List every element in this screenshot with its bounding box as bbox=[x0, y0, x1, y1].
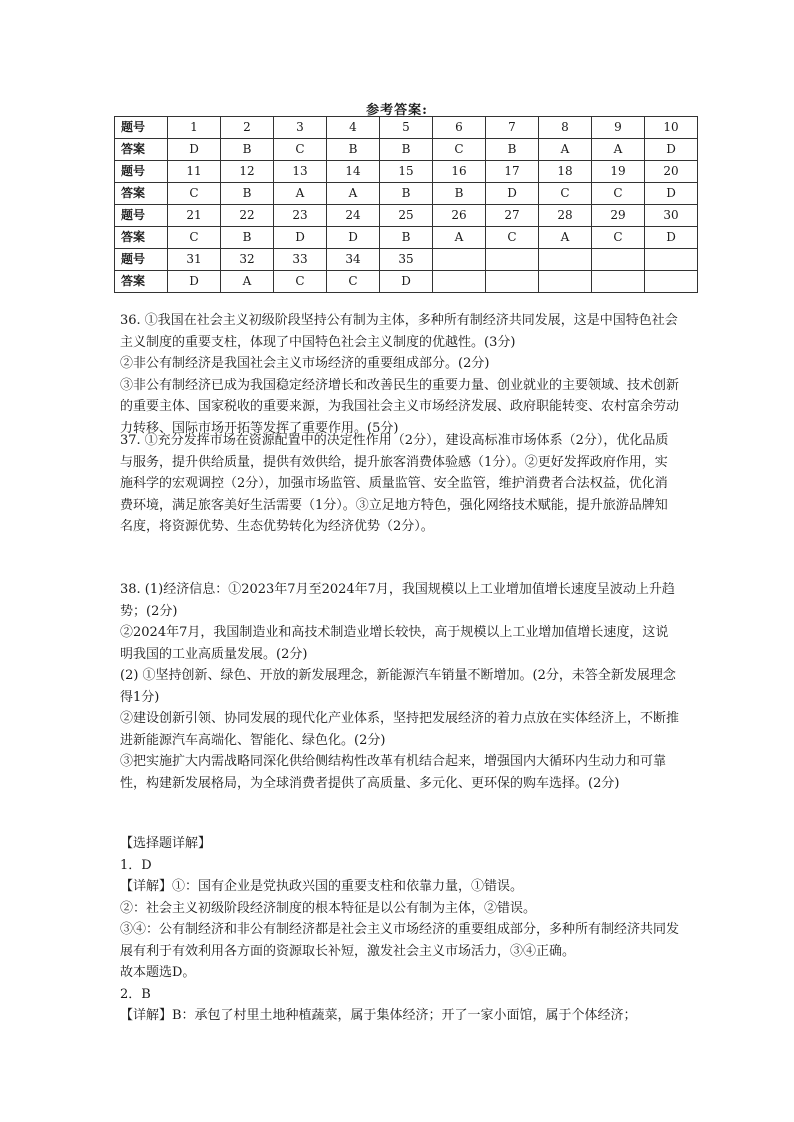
answer-key-cell: C bbox=[327, 271, 380, 293]
answer-key-row bbox=[115, 161, 698, 183]
answer-key-row bbox=[115, 249, 698, 271]
answer-key-cell bbox=[433, 249, 486, 271]
answer-key-cell: C bbox=[486, 227, 539, 249]
answer-key-row-label: 答案 bbox=[115, 139, 168, 161]
explanation-line: ③④：公有制经济和非公有制经济都是社会主义市场经济的重要组成部分，多种所有制经济共同发展有利于有效利用各方面的资源取长补短，激发社会主义市场活力，③④正确。 bbox=[120, 922, 680, 959]
answer-key-cell: A bbox=[592, 139, 645, 161]
answer-key-cell: D bbox=[645, 139, 698, 161]
answer-key-cell: 6 bbox=[433, 117, 486, 139]
answer-key-cell bbox=[645, 249, 698, 271]
answer-key-row-label: 题号 bbox=[115, 205, 168, 227]
answer-key-cell: B bbox=[380, 139, 433, 161]
answer-key-cell: C bbox=[168, 183, 221, 205]
answer-key-cell: B bbox=[221, 139, 274, 161]
selection-explanations bbox=[120, 833, 680, 1027]
answer-key-table bbox=[114, 116, 698, 293]
answer-38-line: ②2024年7月，我国制造业和高技术制造业增长较快，高于规模以上工业增加值增长速度，这说明我国的工业高质量发展。(2分) bbox=[120, 625, 669, 662]
answer-key-cell: C bbox=[592, 183, 645, 205]
answer-36-line: 36. ①我国在社会主义初级阶段坚持公有制为主体，多种所有制经济共同发展，这是中国特色社会主义制度的重要支柱，体现了中国特色社会主义制度的优越性。(3分) bbox=[120, 313, 678, 350]
answer-key-row bbox=[115, 271, 698, 293]
answer-key-row-label: 答案 bbox=[115, 227, 168, 249]
answer-38-line: ③把实施扩大内需战略同深化供给侧结构性改革有机结合起来，增强国内大循环内生动力和可靠性，构建新发展格局，为全球消费者提供了高质量、多元化、更环保的购车选择。(2分) bbox=[120, 754, 667, 791]
answer-key-cell: 13 bbox=[274, 161, 327, 183]
answer-key-cell: 1 bbox=[168, 117, 221, 139]
answer-key-cell: B bbox=[221, 183, 274, 205]
answer-key-cell: A bbox=[327, 183, 380, 205]
answer-key-cell: C bbox=[539, 183, 592, 205]
answer-key-cell: B bbox=[327, 139, 380, 161]
answer-key-cell: 30 bbox=[645, 205, 698, 227]
answer-key-cell: 14 bbox=[327, 161, 380, 183]
answer-key-cell bbox=[486, 249, 539, 271]
explanation-line: ②：社会主义初级阶段经济制度的根本特征是以公有制为主体，②错误。 bbox=[120, 900, 537, 916]
answer-key-cell: 20 bbox=[645, 161, 698, 183]
answer-key-cell: C bbox=[433, 139, 486, 161]
answer-key-cell: 35 bbox=[380, 249, 433, 271]
answer-key-cell: B bbox=[433, 183, 486, 205]
answer-key-cell: A bbox=[433, 227, 486, 249]
answer-key-cell bbox=[592, 271, 645, 293]
answer-key-cell bbox=[645, 271, 698, 293]
answer-key-cell: C bbox=[592, 227, 645, 249]
answer-key-cell: 16 bbox=[433, 161, 486, 183]
answer-key-cell bbox=[539, 249, 592, 271]
answer-key-cell: 2 bbox=[221, 117, 274, 139]
answer-key-cell: 34 bbox=[327, 249, 380, 271]
explanation-line: 1．D bbox=[120, 857, 152, 873]
answer-key-cell: C bbox=[274, 139, 327, 161]
answer-key-cell: 17 bbox=[486, 161, 539, 183]
answer-key-row-label: 答案 bbox=[115, 271, 168, 293]
answer-37-line: 37. ①充分发挥市场在资源配置中的决定性作用（2分），建设高标准市场体系（2分），优化品质与服务，提升供给质量，提供有效供给，提升旅客消费体验感（1分）。②更好发挥政府作用，实施科学的宏观调控（2分），加强市场监管、质量监管、安全监管，维护消费者合法权益，优化消费环境，满足旅客美好生活需要（1分）。③立足地方特色，强化网络技术赋能，提升旅游品牌知名度，将资源优势、生态优势转化为经济优势（2分）。 bbox=[120, 433, 669, 534]
answer-key-cell bbox=[433, 271, 486, 293]
answer-key-row-label: 答案 bbox=[115, 183, 168, 205]
answer-key-cell: 21 bbox=[168, 205, 221, 227]
answer-key-cell: C bbox=[274, 271, 327, 293]
answer-key-cell: A bbox=[274, 183, 327, 205]
answer-key-cell: 25 bbox=[380, 205, 433, 227]
answer-36-line: ③非公有制经济已成为我国稳定经济增长和改善民生的重要力量、创业就业的主要领域、技术创新的重要主体、国家税收的重要来源，为我国社会主义市场经济发展、政府职能转变、农村富余劳动力转移、国际市场开拓等发挥了重要作用。(5分) bbox=[120, 377, 680, 436]
answer-key-cell: B bbox=[380, 227, 433, 249]
answer-key-row bbox=[115, 117, 698, 139]
explanation-line: 【详解】①：国有企业是党执政兴国的重要支柱和依靠力量，①错误。 bbox=[120, 879, 524, 894]
answer-key-cell: D bbox=[168, 139, 221, 161]
answer-key-cell: 7 bbox=[486, 117, 539, 139]
answer-key-cell: A bbox=[221, 271, 274, 293]
answer-key-cell: A bbox=[539, 227, 592, 249]
explanation-heading: 【选择题详解】 bbox=[120, 836, 212, 851]
answer-key-cell: 8 bbox=[539, 117, 592, 139]
answer-key-title: 参考答案: bbox=[366, 103, 428, 118]
answer-key-cell: D bbox=[380, 271, 433, 293]
answer-key-cell: 23 bbox=[274, 205, 327, 227]
answer-key-row-label: 题号 bbox=[115, 249, 168, 271]
answer-key-cell: D bbox=[327, 227, 380, 249]
answer-key-cell: 18 bbox=[539, 161, 592, 183]
answer-key-cell: 28 bbox=[539, 205, 592, 227]
answer-key-cell: D bbox=[645, 227, 698, 249]
answer-key-cell: D bbox=[274, 227, 327, 249]
answer-38 bbox=[120, 579, 680, 794]
answer-key-cell: 3 bbox=[274, 117, 327, 139]
answer-key-cell: 10 bbox=[645, 117, 698, 139]
answer-key-cell: 27 bbox=[486, 205, 539, 227]
answer-key-cell: D bbox=[486, 183, 539, 205]
answer-key-cell bbox=[592, 249, 645, 271]
answer-key-cell: 32 bbox=[221, 249, 274, 271]
answer-key-cell: D bbox=[645, 183, 698, 205]
answer-key-cell: 5 bbox=[380, 117, 433, 139]
answer-38-line: ②建设创新引领、协同发展的现代化产业体系，坚持把发展经济的着力点放在实体经济上，不断推进新能源汽车高端化、智能化、绿色化。(2分) bbox=[120, 711, 680, 748]
answer-37 bbox=[120, 430, 680, 538]
answer-key-cell: 4 bbox=[327, 117, 380, 139]
explanation-line: 故本题选D。 bbox=[120, 965, 196, 980]
answer-key-cell bbox=[539, 271, 592, 293]
answer-key-cell bbox=[486, 271, 539, 293]
answer-key-cell: B bbox=[380, 183, 433, 205]
answer-key-cell: B bbox=[221, 227, 274, 249]
answer-key-cell: 19 bbox=[592, 161, 645, 183]
answer-key-cell: D bbox=[168, 271, 221, 293]
answer-key-row bbox=[115, 183, 698, 205]
explanation-line: 【详解】B：承包了村里土地种植蔬菜，属于集体经济；开了一家小面馆，属于个体经济； bbox=[120, 1008, 637, 1023]
answer-key-cell: 26 bbox=[433, 205, 486, 227]
answer-key-cell: 12 bbox=[221, 161, 274, 183]
answer-key-row bbox=[115, 227, 698, 249]
answer-key-row-label: 题号 bbox=[115, 117, 168, 139]
answer-key-cell: 9 bbox=[592, 117, 645, 139]
answer-36-line: ②非公有制经济是我国社会主义市场经济的重要组成部分。(2分) bbox=[120, 356, 490, 371]
answer-key-cell: 29 bbox=[592, 205, 645, 227]
answer-key-cell: B bbox=[486, 139, 539, 161]
answer-key-cell: 24 bbox=[327, 205, 380, 227]
answer-36 bbox=[120, 310, 680, 439]
answer-key-row-label: 题号 bbox=[115, 161, 168, 183]
answer-key-cell: 15 bbox=[380, 161, 433, 183]
answer-key-cell: 11 bbox=[168, 161, 221, 183]
answer-key-row bbox=[115, 139, 698, 161]
answer-key-cell: C bbox=[168, 227, 221, 249]
answer-key-cell: 31 bbox=[168, 249, 221, 271]
answer-key-row bbox=[115, 205, 698, 227]
explanation-line: 2．B bbox=[120, 986, 151, 1002]
answer-key-cell: 33 bbox=[274, 249, 327, 271]
answer-38-line: 38. (1)经济信息：①2023年7月至2024年7月，我国规模以上工业增加值增长速度呈波动上升趋势；(2分) bbox=[120, 582, 675, 619]
answer-38-line: (2) ①坚持创新、绿色、开放的新发展理念，新能源汽车销量不断增加。(2分，未答全新发展理念得1分) bbox=[120, 668, 676, 705]
answer-key-cell: 22 bbox=[221, 205, 274, 227]
answer-key-cell: A bbox=[539, 139, 592, 161]
